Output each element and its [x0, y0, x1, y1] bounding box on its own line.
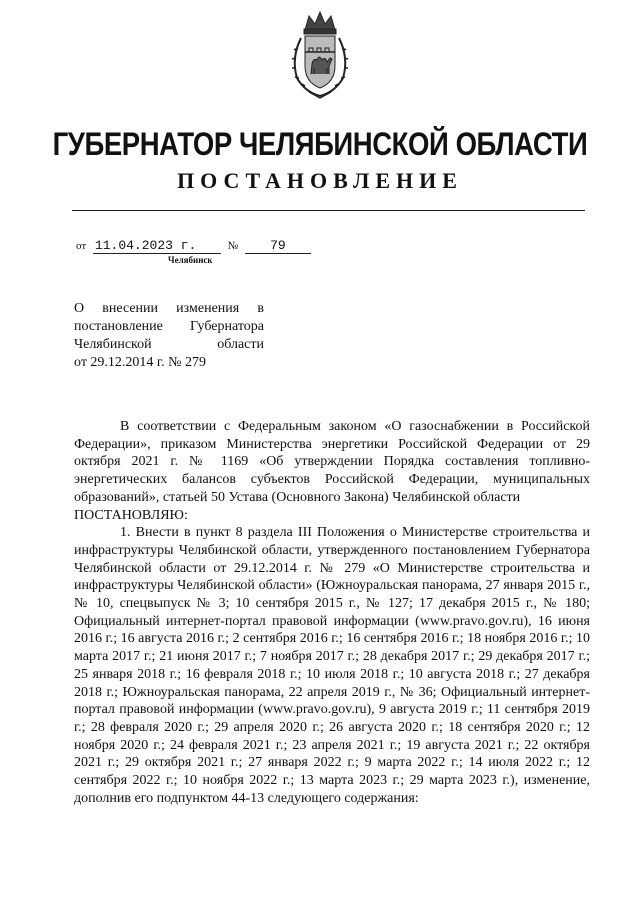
decree-word: ПОСТАНОВЛЯЮ: [74, 507, 188, 523]
document-body [74, 418, 590, 807]
subject-line: постановление Губернатора [74, 319, 264, 334]
number-label: № [227, 240, 239, 252]
coat-of-arms-icon [287, 8, 353, 100]
date-label: от [76, 240, 87, 252]
preamble-paragraph: В соответствии с Федеральным законом «О газоснабжении в Российской Федерации», приказом Министерства энергетики Российской Федерации от 29 октября 2021 г. № 1169 «Об утверждении Порядка составления топливно-энергетических балансов субъектов Российской Федерации, муниципальных образований», статьей 50 Устава (Основного Закона) Челябинской области [74, 419, 590, 505]
subject-line: от 29.12.2014 г. № 279 [74, 355, 206, 370]
item-1-paragraph: 1. Внести в пункт 8 раздела III Положения о Министерстве строительства и инфраструктуры Челябинской области, утвержденного постановлением Губернатора Челябинской области от 29.12.2014 г. № 279 «О Министерстве строительства и инфраструктуры Челябинской области» (Южноуральская панорама, 27 января 2015 г., № 10, спецвыпуск № 3; 10 сентября 2015 г., № 127; 17 декабря 2015 г., № 180; Официальный интернет-портал правовой информации (www.pravo.gov.ru), 16 июня 2016 г.; 16 августа 2016 г.; 2 сентября 2016 г.; 16 сентября 2016 г.; 18 ноября 2016 г.; 10 марта 2017 г.; 21 июня 2017 г.; 7 ноября 2017 г.; 28 декабря 2017 г.; 29 декабря 2017 г.; 25 января 2018 г.; 16 февраля 2018 г.; 10 июля 2018 г.; 10 августа 2018 г.; 27 декабря 2018 г.; Южноуральская панорама, 22 апреля 2019 г., № 36; Официальный интернет-портал правовой информации (www.pravo.gov.ru), 9 августа 2019 г.; 11 сентября 2019 г.; 28 февраля 2020 г.; 29 апреля 2020 г.; 26 августа 2020 г.; 18 сентября 2020 г.; 12 ноября 2020 г.; 24 февраля 2021 г.; 23 апреля 2021 г.; 19 августа 2021 г.; 22 октября 2021 г.; 29 октября 2021 г.; 27 января 2022 г.; 9 марта 2022 г.; 14 июля 2022 г.; 12 сентября 2022 г.; 10 ноября 2022 г.; 13 марта 2023 г.; 29 марта 2023 г.), изменение, дополнив его подпунктом 44-13 следующего содержания: [74, 525, 590, 806]
document-type: ПОСТАНОВЛЕНИЕ [177, 168, 463, 193]
document-number: 79 [245, 238, 311, 254]
city-name: Челябинск [168, 255, 213, 265]
document-subject [74, 300, 264, 372]
date-number-row [76, 238, 311, 254]
document-date: 11.04.2023 г. [93, 238, 221, 254]
subject-line: Челябинской области [74, 337, 264, 352]
header-divider [72, 210, 585, 211]
authority-title: ГУБЕРНАТОР ЧЕЛЯБИНСКОЙ ОБЛАСТИ [52, 126, 588, 162]
subject-line: О внесении изменения в [74, 301, 264, 316]
